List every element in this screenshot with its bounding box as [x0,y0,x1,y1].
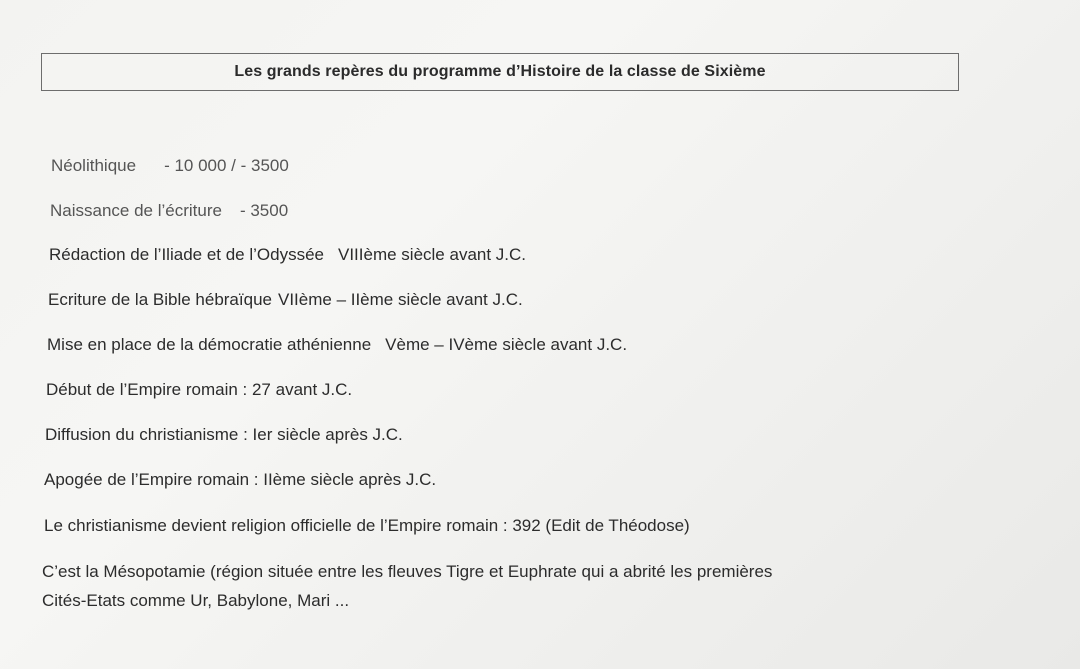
item-label: Naissance de l’écriture [50,201,222,220]
item-label: Néolithique [51,156,137,175]
item-label: Ecriture de la Bible hébraïque [48,290,272,309]
item-label: Rédaction de l’Iliade et de l’Odyssée [49,245,324,264]
list-item-mesopotamie-line2: Cités-Etats comme Ur, Babylone, Mari ... [42,591,350,610]
list-item-empire-debut: Début de l’Empire romain : 27 avant J.C. [46,380,353,399]
list-item-mesopotamie-line1: C’est la Mésopotamie (région située entre les fleuves Tigre et Euphrate qui a abrité les premières [42,562,773,581]
item-date: VIIIème siècle avant J.C. [338,245,527,264]
document-title: Les grands repères du programme d’Histoire de la classe de Sixième [234,63,766,80]
item-label: Mise en place de la démocratie athénienne [47,335,372,354]
list-item-democratie [47,335,627,355]
item-date: Vème – IVème siècle avant J.C. [385,335,628,354]
item-date: VIIème – IIème siècle avant J.C. [277,290,523,309]
list-item-religion-officielle: Le christianisme devient religion officielle de l’Empire romain : 392 (Edit de Théodose) [44,516,690,535]
list-item-empire-apogee: Apogée de l’Empire romain : IIème siècle après J.C. [44,470,437,489]
list-item-neolithique [51,156,289,176]
list-item-iliade [49,245,526,265]
list-item-bible [48,290,523,310]
list-item-ecriture [50,201,288,221]
item-date: - 10 000 / - 3500 [164,156,289,175]
item-date: - 3500 [239,201,289,220]
list-item-christianisme-diffusion: Diffusion du christianisme : Ier siècle après J.C. [45,425,403,444]
